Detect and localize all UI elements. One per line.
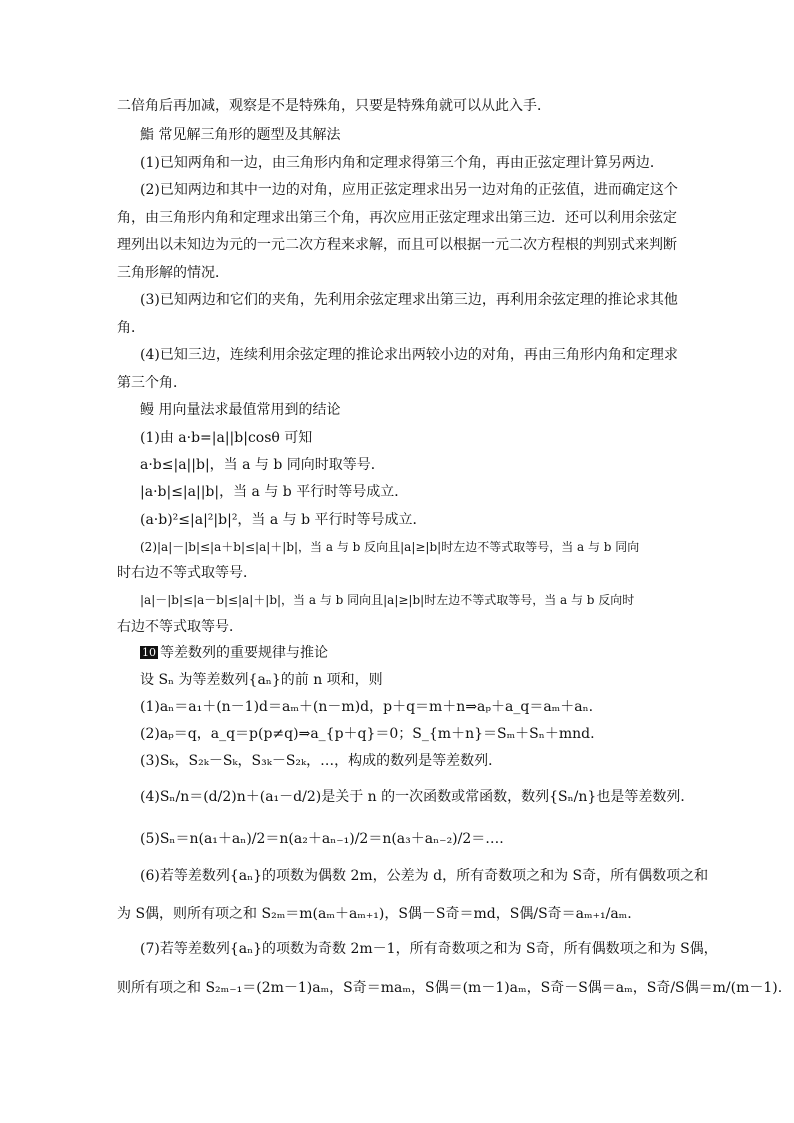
text-line: (7)若等差数列{aₙ}的项数为奇数 2m－1，所有奇数项之和为 S奇，所有偶数项之和为 S偶， <box>140 941 718 957</box>
text-line: (2)已知两边和其中一边的对角，应用正弦定理求出另一边对角的正弦值，进而确定这个 <box>140 182 678 198</box>
section-heading: 鳗 用向量法求最值常用到的结论 <box>140 402 341 418</box>
text-line: |a|－|b|≤|a－b|≤|a|＋|b|，当 a 与 b 同向且|a|≥|b|时左边不等式取等号，当 a 与 b 反向时 <box>140 593 635 607</box>
text-line: (1)已知两角和一边，由三角形内角和定理求得第三个角，再由正弦定理计算另两边． <box>140 155 664 171</box>
text-line: 理列出以未知边为元的一元二次方程来求解，而且可以根据一元二次方程根的判别式来判断 <box>117 237 677 253</box>
formula-line: (1)aₙ＝a₁＋(n－1)d＝aₘ＋(n－m)d，p＋q＝m＋n⇒aₚ＋a_q＝aₘ＋aₙ. <box>140 699 594 715</box>
text-line: (a·b)²≤|a|²|b|²，当 a 与 b 平行时等号成立． <box>140 512 427 528</box>
text-line: 设 Sₙ 为等差数列{aₙ}的前 n 项和，则 <box>140 672 383 688</box>
text-line: 角，由三角形内角和定理求出第三个角，再次应用正弦定理求出第三边．还可以利用余弦定 <box>117 210 677 226</box>
text-line: 第三个角． <box>117 375 187 391</box>
section-heading-10 <box>140 643 328 663</box>
text-line: 角． <box>117 320 145 336</box>
text-line: 三角形解的情况． <box>117 265 229 281</box>
text-line: 时右边不等式取等号． <box>117 565 257 581</box>
formula-line: (3)Sₖ，S₂ₖ－Sₖ，S₃ₖ－S₂ₖ，…，构成的数列是等差数列． <box>140 753 503 769</box>
formula-line: 为 S偶，则所有项之和 S₂ₘ＝m(aₘ＋aₘ₊₁)，S偶－S奇＝md，S偶/S奇＝aₘ₊₁/aₘ. <box>117 906 632 922</box>
text-line: |a·b|≤|a||b|，当 a 与 b 平行时等号成立． <box>140 484 409 500</box>
text-line: 右边不等式取等号． <box>117 619 243 635</box>
formula-line: 则所有项之和 S₂ₘ₋₁＝(2m－1)aₘ，S奇＝maₘ，S偶＝(m－1)aₘ，S奇－S偶＝aₘ，S奇/S偶＝m/(m－1). <box>117 980 783 996</box>
text-line: (1)由 a·b=|a||b|cosθ 可知 <box>140 430 313 446</box>
formula-line: (5)Sₙ＝n(a₁＋aₙ)/2＝n(a₂＋aₙ₋₁)/2＝n(a₃＋aₙ₋₂)/2＝…. <box>140 831 504 847</box>
text-line: (2)|a|－|b|≤|a＋b|≤|a|＋|b|，当 a 与 b 反向且|a|≥|b|时左边不等式取等号，当 a 与 b 同向 <box>140 540 640 554</box>
formula-line: (4)Sₙ/n＝(d/2)n＋(a₁－d/2)是关于 n 的一次函数或常函数，数列{Sₙ/n}也是等差数列． <box>140 789 695 805</box>
text-line: a·b≤|a||b|，当 a 与 b 同向时取等号． <box>140 457 385 473</box>
formula-line: (2)aₚ＝q，a_q＝p(p≠q)⇒a_{p＋q}＝0；S_{m＋n}＝Sₘ＋Sₙ＋mnd. <box>140 726 595 742</box>
text-line: (3)已知两边和它们的夹角，先利用余弦定理求出第三边，再利用余弦定理的推论求其他 <box>140 292 678 308</box>
text-line: (6)若等差数列{aₙ}的项数为偶数 2m，公差为 d，所有奇数项之和为 S奇，所有偶数项之和 <box>140 868 709 884</box>
text-line: 二倍角后再加减，观察是不是特殊角，只要是特殊角就可以从此入手． <box>117 98 551 114</box>
section-heading: 鮨 常见解三角形的题型及其解法 <box>140 127 341 143</box>
section-number-badge: 10 <box>142 646 156 659</box>
text-line: (4)已知三边，连续利用余弦定理的推论求出两较小边的对角，再由三角形内角和定理求 <box>140 347 678 363</box>
section-title: 等差数列的重要规律与推论 <box>160 645 328 661</box>
